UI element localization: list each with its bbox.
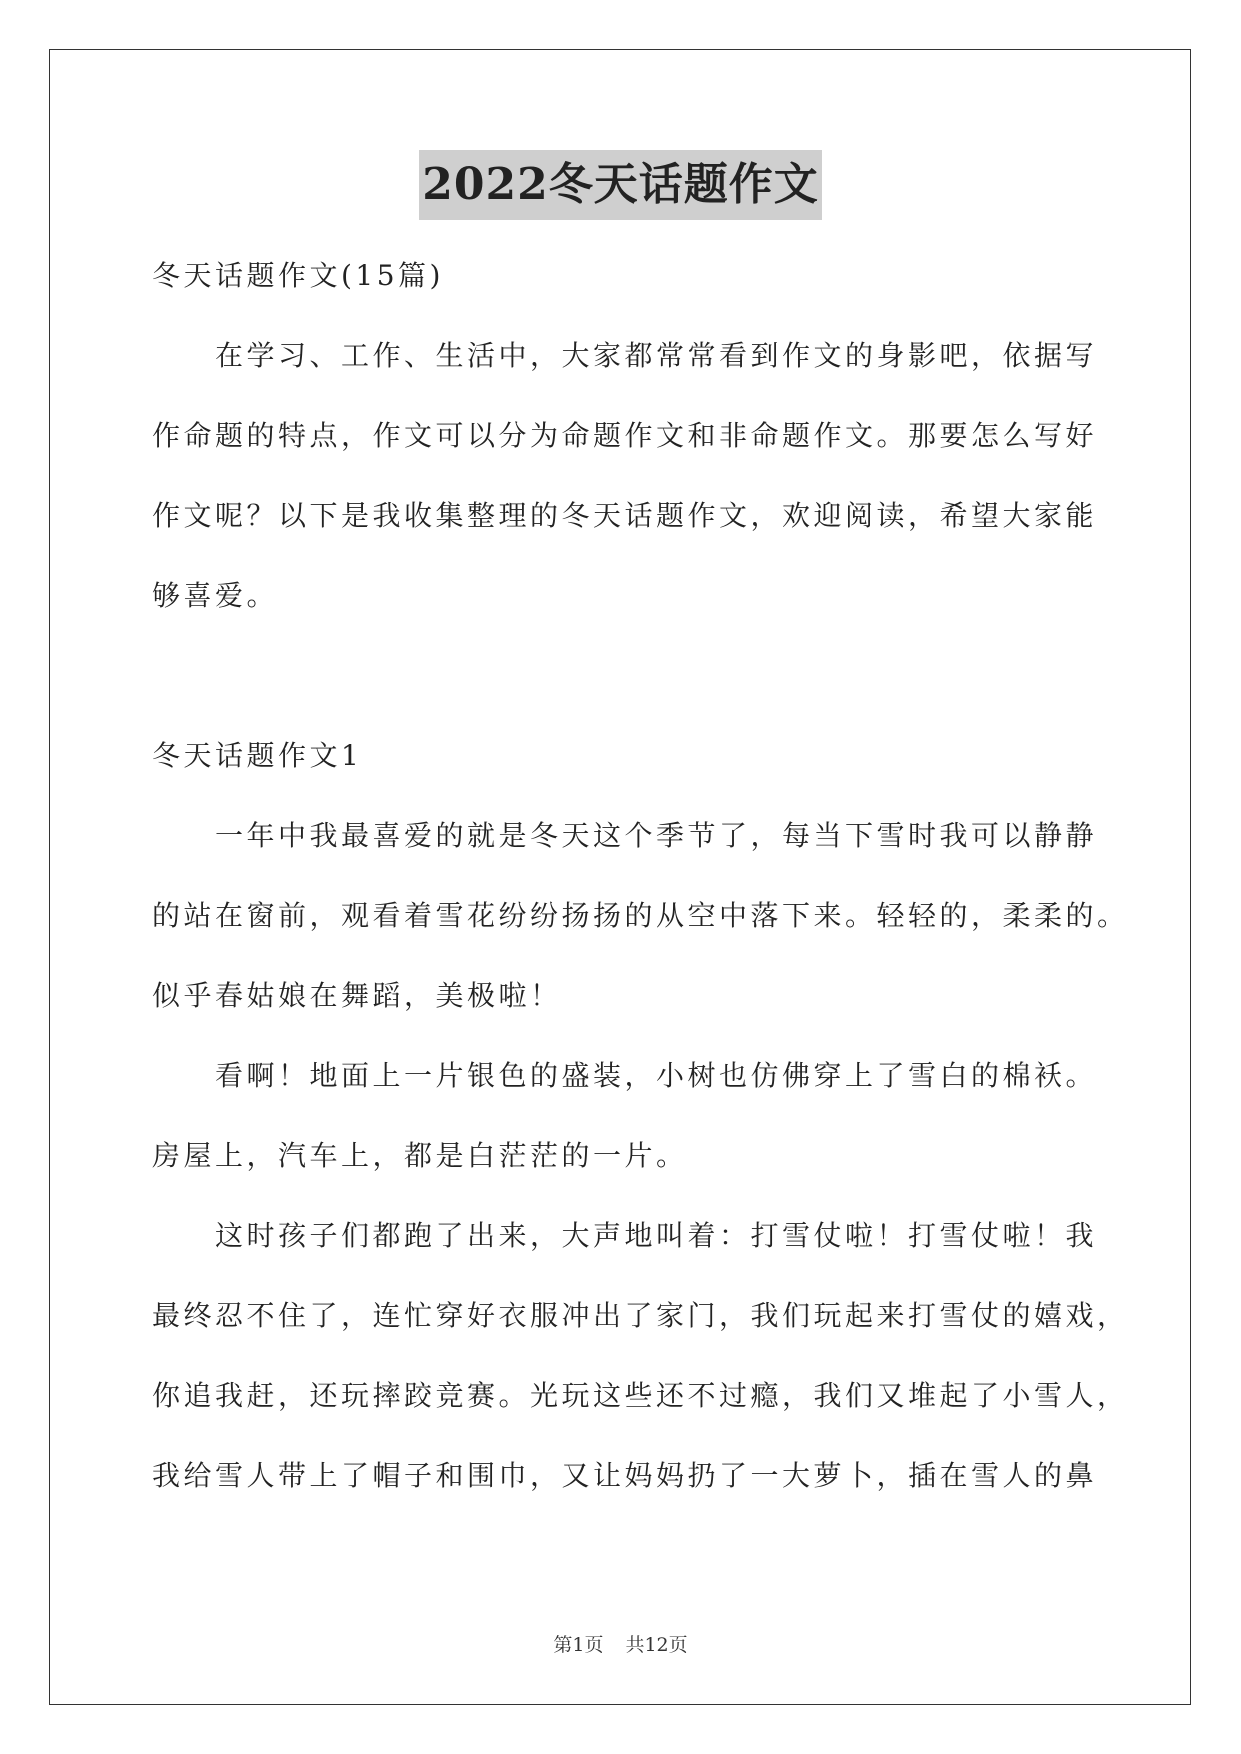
page-footer — [0, 1630, 1241, 1657]
paragraph-line: 作命题的特点，作文可以分为命题作文和非命题作文。那要怎么写好 — [152, 419, 1098, 452]
paragraph-line: 你追我赶，还玩摔跤竞赛。光玩这些还不过瘾，我们又堆起了小雪人， — [152, 1379, 1129, 1412]
page-number: 第1页 — [553, 1634, 604, 1656]
page-total: 共12页 — [625, 1634, 688, 1656]
section-heading: 冬天话题作文(15篇) — [152, 259, 444, 292]
paragraph-line: 房屋上，汽车上，都是白茫茫的一片。 — [152, 1139, 688, 1172]
paragraph-line: 的站在窗前，观看着雪花纷纷扬扬的从空中落下来。轻轻的，柔柔的。 — [152, 899, 1129, 932]
paragraph-line: 在学习、工作、生活中，大家都常常看到作文的身影吧，依据写 — [152, 339, 1098, 372]
paragraph-line: 这时孩子们都跑了出来，大声地叫着：打雪仗啦！打雪仗啦！我 — [152, 1219, 1098, 1252]
essay-heading: 冬天话题作文1 — [152, 739, 363, 772]
blank-line — [152, 636, 1112, 716]
paragraph-line: 似乎春姑娘在舞蹈，美极啦！ — [152, 979, 562, 1012]
document-title — [0, 150, 1241, 220]
paragraph-line: 够喜爱。 — [152, 579, 279, 612]
paragraph-line: 看啊！地面上一片银色的盛装，小树也仿佛穿上了雪白的棉袄。 — [152, 1059, 1098, 1092]
paragraph-line: 作文呢？以下是我收集整理的冬天话题作文，欢迎阅读，希望大家能 — [152, 499, 1098, 532]
paragraph-line: 我给雪人带上了帽子和围巾，又让妈妈扔了一大萝卜，插在雪人的鼻 — [152, 1459, 1098, 1492]
paragraph-line: 最终忍不住了，连忙穿好衣服冲出了家门，我们玩起来打雪仗的嬉戏， — [152, 1299, 1129, 1332]
document-body — [152, 236, 1129, 1516]
document-title-text: 2022冬天话题作文 — [419, 150, 821, 220]
paragraph-line: 一年中我最喜爱的就是冬天这个季节了，每当下雪时我可以静静 — [152, 819, 1098, 852]
